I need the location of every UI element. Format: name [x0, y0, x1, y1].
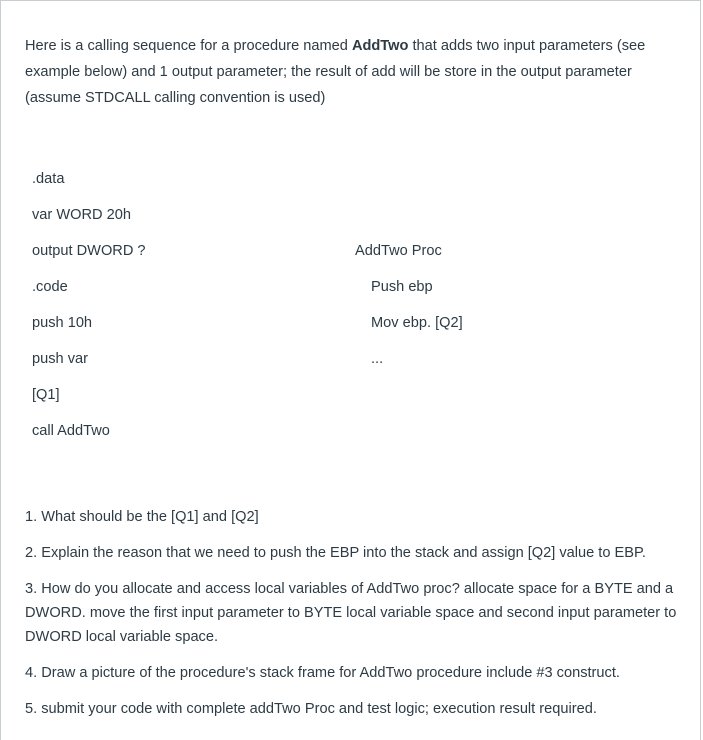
question-5: 5. submit your code with complete addTwo Proc and test logic; execution result required.: [25, 701, 597, 717]
question-4: 4. Draw a picture of the procedure's stack frame for AddTwo procedure include #3 construct.: [25, 665, 620, 681]
code-line-mov-ebp: Mov ebp. [Q2]: [371, 315, 463, 331]
intro-text-after: that adds two input parameters (see example below) and 1 output parameter; the result of add will be store in the output parameter (assume STDCALL calling convention is used): [25, 38, 646, 106]
intro-paragraph: [25, 33, 690, 111]
code-line-var-decl: var WORD 20h: [32, 207, 131, 223]
code-line-q1-placeholder: [Q1]: [32, 387, 60, 403]
code-line-data-directive: .data: [32, 171, 65, 187]
question-3: 3. How do you allocate and access local variables of AddTwo proc? allocate space for a BYTE and a DWORD. move the first input parameter to BYTE local variable space and second input parameter to DWORD local variable space.: [25, 581, 677, 645]
code-line-call-addtwo: call AddTwo: [32, 423, 110, 439]
code-line-push-10h: push 10h: [32, 315, 93, 331]
code-line-output-decl: output DWORD ?: [32, 243, 146, 259]
proc-name-bold: AddTwo: [351, 38, 409, 54]
code-line-code-directive: .code: [32, 279, 68, 295]
question-2: 2. Explain the reason that we need to push the EBP into the stack and assign [Q2] value to EBP.: [25, 545, 646, 561]
intro-text-before: Here is a calling sequence for a procedure named: [25, 38, 352, 54]
code-line-addtwo-proc: AddTwo Proc: [355, 243, 442, 259]
code-line-push-var: push var: [32, 351, 88, 367]
code-line-push-ebp: Push ebp: [371, 279, 433, 295]
code-line-ellipsis: ...: [371, 351, 384, 367]
question-1: 1. What should be the [Q1] and [Q2]: [25, 509, 259, 525]
